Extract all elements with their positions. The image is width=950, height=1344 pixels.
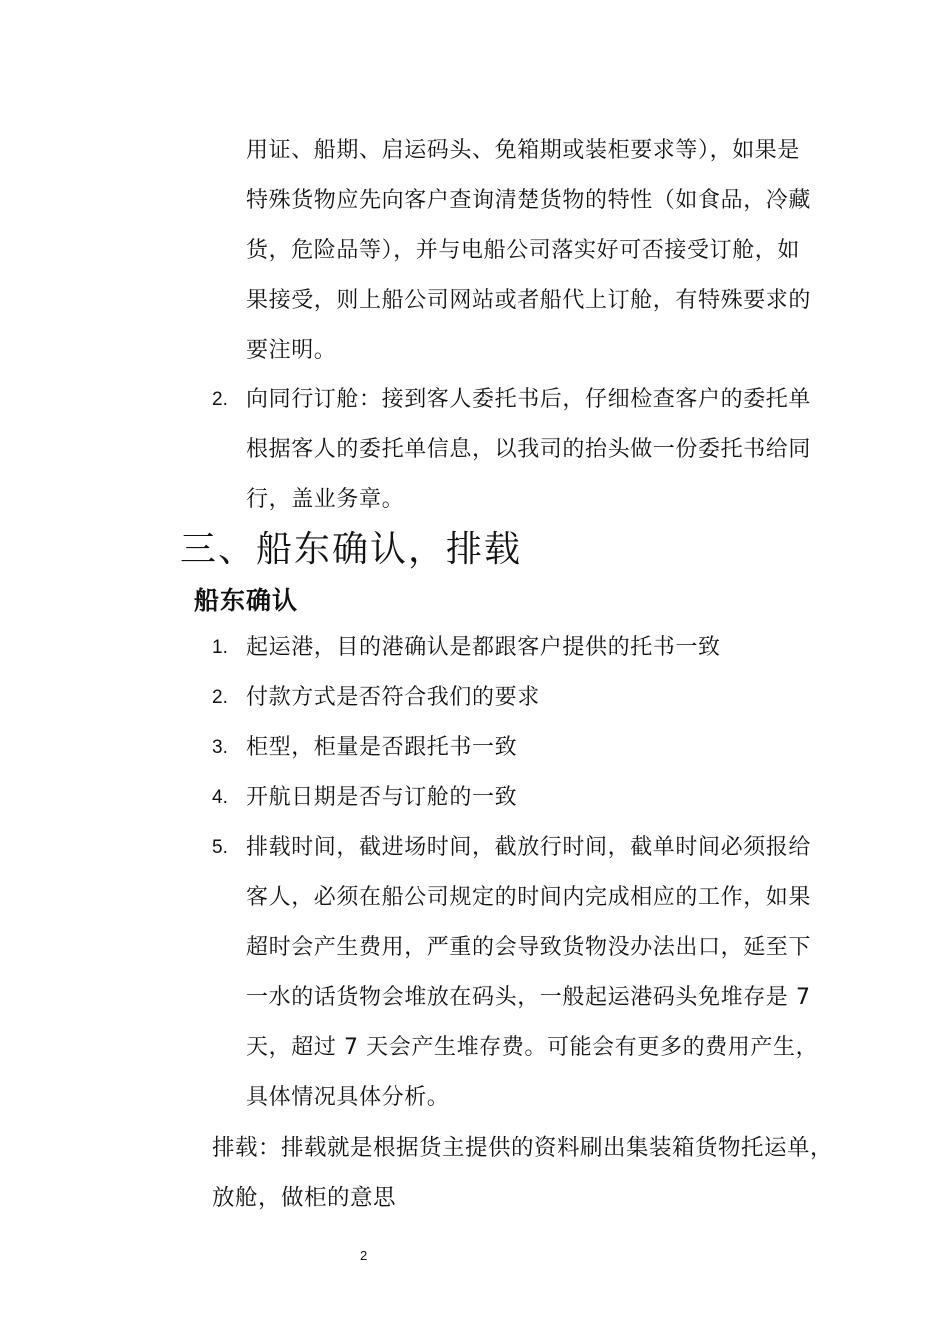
list-item: 起运港，目的港确认是都跟客户提供的托书一致 <box>246 635 721 660</box>
item5-line-6: 具体情况具体分析。 <box>246 1085 450 1110</box>
item5-line-3: 超时会产生费用，严重的会导致货物没办法出口，延至下 <box>246 935 812 960</box>
paizai-paragraph-line-1: 排载：排载就是根据货主提供的资料刷出集装箱货物托运单， <box>212 1135 834 1161</box>
list-number: 2. <box>212 389 228 410</box>
continuation-line-1: 用证、船期、启运码头、免箱期或装柜要求等），如果是 <box>246 138 801 163</box>
item5-line-4: 一水的话货物会堆放在码头，一般起运港码头免堆存是 7 <box>246 985 811 1010</box>
list-number: 1. <box>212 637 228 658</box>
list-number: 2. <box>212 687 228 708</box>
continuation-line-5: 要注明。 <box>246 338 337 363</box>
subheading: 船东确认 <box>194 586 299 615</box>
list-item: 开航日期是否与订舱的一致 <box>246 785 518 810</box>
list-number: 5. <box>212 837 228 858</box>
list-item: 柜型，柜量是否跟托书一致 <box>246 735 518 760</box>
item2-line-3: 行，盖业务章。 <box>246 487 405 512</box>
paizai-paragraph-line-2: 放舱，做柜的意思 <box>212 1185 397 1211</box>
list-item: 付款方式是否符合我们的要求 <box>246 685 540 710</box>
item2-line-2: 根据客人的委托单信息，以我司的抬头做一份委托书给同 <box>246 437 812 462</box>
section-heading: 三、船东确认，排载 <box>180 529 523 570</box>
item5-line-1: 排载时间，截进场时间，截放行时间，截单时间必须报给 <box>246 835 812 860</box>
list-number: 3. <box>212 737 228 758</box>
continuation-line-2: 特殊货物应先向客户查询清楚货物的特性（如食品，冷藏 <box>246 188 812 213</box>
continuation-line-3: 货，危险品等），并与电船公司落实好可否接受订舱，如 <box>246 238 801 263</box>
continuation-line-4: 果接受，则上船公司网站或者船代上订舱，有特殊要求的 <box>246 288 812 313</box>
item5-line-2: 客人，必须在船公司规定的时间内完成相应的工作，如果 <box>246 885 812 910</box>
item5-line-5: 天，超过 7 天会产生堆存费。可能会有更多的费用产生， <box>246 1035 819 1060</box>
list-number: 4. <box>212 787 228 808</box>
item2-line-1: 向同行订舱：接到客人委托书后，仔细检查客户的委托单 <box>246 387 812 412</box>
page-number: 2 <box>360 1248 368 1263</box>
